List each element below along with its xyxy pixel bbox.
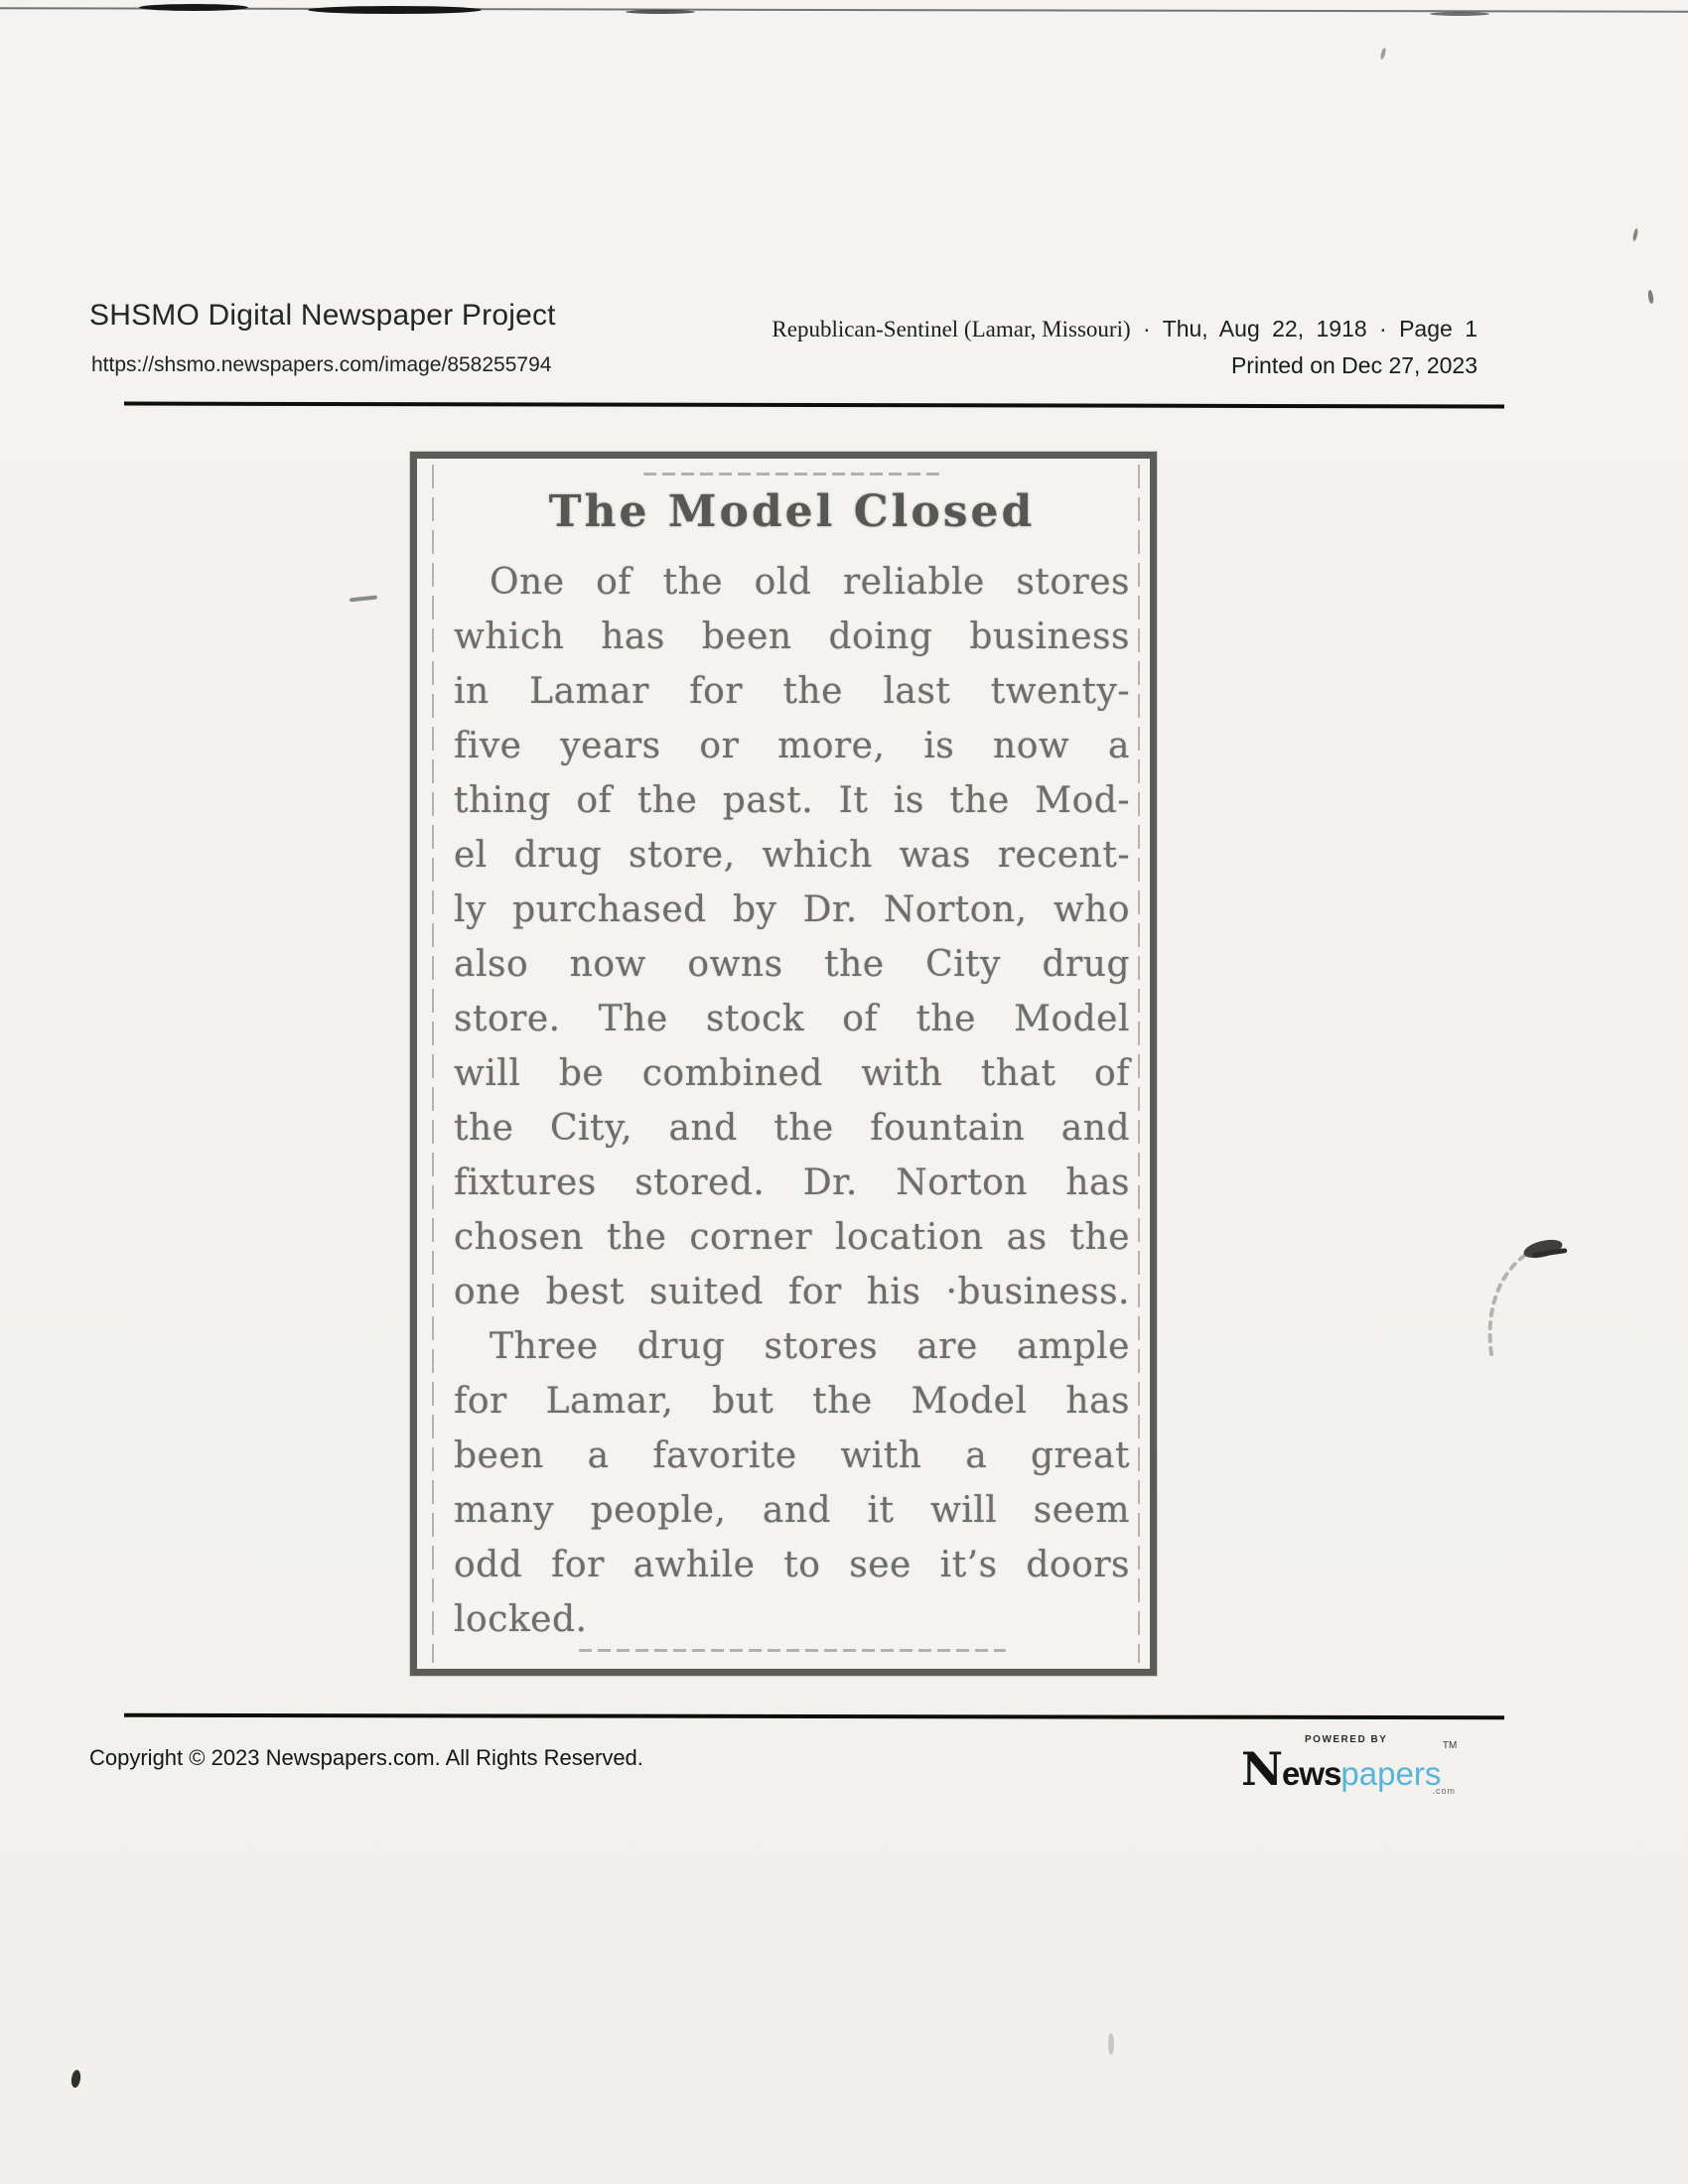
logo-papers-text: papers [1340, 1755, 1442, 1792]
article-line: locked. [454, 1599, 588, 1640]
source-url: https://shsmo.newspapers.com/image/858255794 [91, 353, 552, 376]
article-body [454, 555, 1130, 1647]
article-line: which has been doing business [454, 616, 1130, 657]
citation-paper: Republican-Sentinel (Lamar, Missouri) [772, 317, 1131, 341]
powered-by-label: POWERED BY [1305, 1734, 1388, 1745]
scan-artifact-speck [1380, 48, 1387, 61]
scan-artifact-blob [1430, 12, 1489, 16]
scan-artifact-squiggle [1477, 1227, 1587, 1358]
article-line: the City, and the fountain and [454, 1108, 1130, 1149]
trademark-symbol: TM [1442, 1740, 1458, 1751]
logo-news-text: News [1241, 1742, 1341, 1796]
article-line: thing of the past. It is the Mod- [454, 780, 1130, 821]
article-line: five years or more, is now a [454, 726, 1130, 766]
scan-artifact-speck [70, 2069, 81, 2088]
scan-artifact-speck [1647, 290, 1654, 305]
article-line: chosen the corner location as the [454, 1217, 1130, 1258]
header-divider-rule [124, 402, 1504, 409]
article-line: for Lamar, but the Model has [454, 1381, 1130, 1422]
citation-line [772, 316, 1477, 342]
project-title: SHSMO Digital Newspaper Project [89, 299, 556, 332]
article-line: Three drug stores are ample [490, 1326, 1130, 1367]
article-headline: The Model Closed [548, 486, 1036, 537]
footer-divider-rule [124, 1713, 1504, 1719]
scan-artifact-speck [1632, 228, 1639, 242]
article-line: store. The stock of the Model [454, 999, 1130, 1039]
scan-artifact-dash [350, 596, 377, 603]
scan-artifact-blob [139, 4, 248, 11]
clipping-bottom-rule [579, 1649, 1006, 1652]
logo-com-text: .com [1432, 1786, 1456, 1796]
article-line: fixtures stored. Dr. Norton has [454, 1162, 1130, 1203]
newspaper-clipping [410, 452, 1157, 1676]
article-line: in Lamar for the last twenty- [454, 671, 1130, 712]
article-line: also now owns the City drug [454, 944, 1130, 985]
article-line: will be combined with that of [454, 1053, 1130, 1094]
article-line: el drug store, which was recent- [454, 835, 1130, 876]
article-line: been a favorite with a great [454, 1435, 1130, 1476]
printed-on-date: Printed on Dec 27, 2023 [1230, 352, 1477, 378]
scan-artifact-blob [626, 10, 695, 14]
article-line: ly purchased by Dr. Norton, who [454, 889, 1130, 930]
clipping-top-rule [643, 473, 941, 476]
scan-artifact-speck [1108, 2033, 1114, 2055]
article-line: many people, and it will seem [454, 1490, 1130, 1531]
citation-meta: · Thu, Aug 22, 1918 · Page 1 [1130, 316, 1477, 341]
newspapers-logo [1241, 1732, 1479, 1798]
article-line: One of the old reliable stores [490, 562, 1130, 603]
copyright-notice: Copyright © 2023 Newspapers.com. All Rights Reserved. [89, 1745, 643, 1770]
scan-artifact-blob [308, 6, 482, 14]
article-line: one best suited for his ·business. [454, 1272, 1130, 1312]
article-line: odd for awhile to see it’s doors [454, 1545, 1130, 1585]
clipping-content [417, 459, 1150, 1669]
